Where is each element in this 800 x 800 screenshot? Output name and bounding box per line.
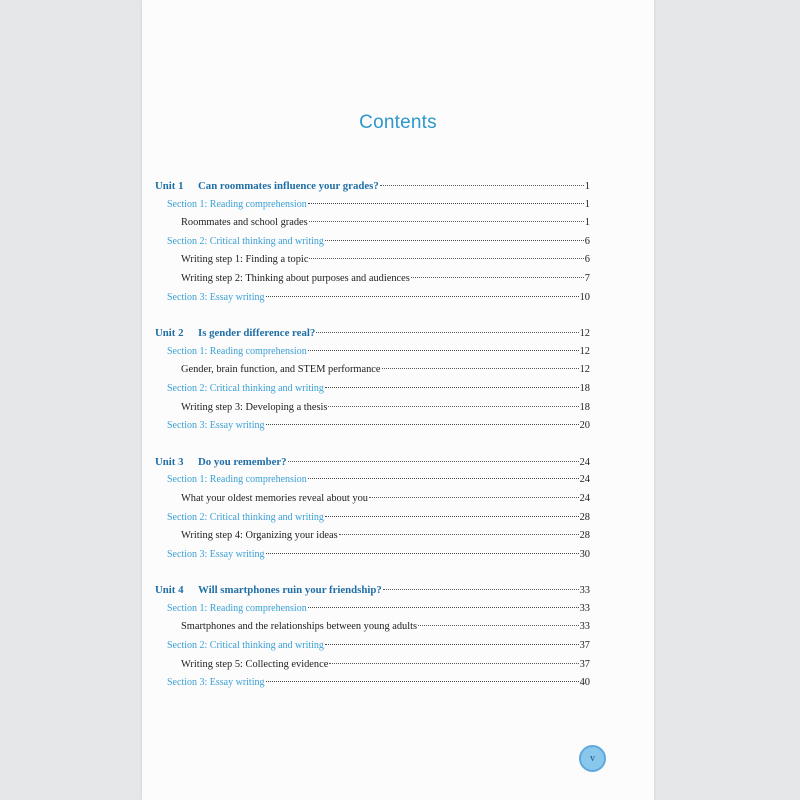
page-number-badge: v [579, 745, 606, 772]
toc-item-entry[interactable] [155, 618, 590, 637]
entry-label: Writing step 2: Thinking about purposes and audiences [181, 272, 410, 284]
dot-leader [316, 332, 578, 333]
toc-section-entry[interactable] [155, 196, 590, 215]
toc-section-entry[interactable] [155, 343, 590, 362]
unit-page-number: 12 [579, 328, 590, 340]
dot-leader [288, 461, 579, 462]
entry-label: Section 3: Essay writing [167, 420, 265, 432]
unit-number: Unit 2 [155, 327, 184, 340]
entry-label: What your oldest memories reveal about you [181, 492, 368, 504]
dot-leader [329, 663, 578, 664]
entry-page-number: 18 [579, 382, 590, 394]
page-title: Contents [359, 112, 437, 133]
toc-section-entry[interactable] [155, 380, 590, 399]
dot-leader [325, 644, 579, 645]
dot-leader [309, 258, 583, 259]
entry-label: Section 1: Reading comprehension [167, 198, 307, 210]
unit-page-number: 33 [579, 585, 590, 597]
entry-label: Writing step 1: Finding a topic [181, 254, 309, 266]
dot-leader [369, 497, 579, 498]
dot-leader [266, 553, 579, 554]
toc-section-entry[interactable] [155, 600, 590, 619]
entry-label: Writing step 4: Organizing your ideas [181, 530, 338, 542]
unit-heading [155, 453, 287, 472]
unit-number: Unit 1 [155, 180, 184, 192]
entry-label: Writing step 5: Collecting evidence [181, 658, 329, 670]
dot-leader [382, 368, 579, 369]
unit-title: Can roommates influence your grades? [198, 180, 379, 192]
toc-section-entry[interactable] [155, 546, 590, 565]
dot-leader [266, 424, 579, 425]
unit-heading [155, 324, 315, 343]
book-page [142, 0, 654, 800]
entry-page-number: 37 [579, 658, 590, 670]
toc-section-entry[interactable] [155, 233, 590, 252]
entry-page-number: 6 [584, 235, 590, 247]
toc-item-entry[interactable] [155, 270, 590, 289]
entry-page-number: 12 [579, 364, 590, 376]
table-of-contents [155, 177, 590, 710]
entry-page-number: 24 [579, 492, 590, 504]
entry-label: Section 1: Reading comprehension [167, 345, 307, 357]
entry-label: Section 2: Critical thinking and writing [167, 382, 324, 394]
toc-section-entry[interactable] [155, 674, 590, 693]
entry-label: Section 3: Essay writing [167, 677, 265, 689]
entry-page-number: 28 [579, 530, 590, 542]
unit-1-heading-link[interactable] [155, 177, 590, 196]
unit-number: Unit 3 [155, 455, 184, 468]
dot-leader [325, 240, 584, 241]
dot-leader [380, 185, 584, 186]
entry-label: Section 2: Critical thinking and writing [167, 235, 324, 247]
dot-leader [418, 625, 579, 626]
dot-leader [308, 203, 584, 204]
dot-leader [266, 296, 579, 297]
entry-page-number: 40 [579, 677, 590, 689]
entry-page-number: 18 [579, 401, 590, 413]
entry-label: Section 1: Reading comprehension [167, 474, 307, 486]
unit-number: Unit 4 [155, 584, 184, 597]
entry-label: Roommates and school grades [181, 217, 308, 229]
entry-page-number: 7 [584, 272, 590, 284]
entry-page-number: 1 [584, 217, 590, 229]
dot-leader [308, 478, 579, 479]
unit-3-heading-link[interactable] [155, 453, 590, 472]
toc-item-entry[interactable] [155, 527, 590, 546]
entry-page-number: 28 [579, 511, 590, 523]
entry-page-number: 33 [579, 621, 590, 633]
toc-item-entry[interactable] [155, 214, 590, 233]
dot-leader [308, 607, 579, 608]
entry-page-number: 1 [584, 198, 590, 210]
unit-heading [155, 177, 379, 196]
toc-unit-1 [155, 177, 590, 307]
entry-label: Section 2: Critical thinking and writing [167, 511, 324, 523]
toc-item-entry[interactable] [155, 656, 590, 675]
entry-label: Gender, brain function, and STEM performance [181, 364, 381, 376]
entry-page-number: 10 [579, 291, 590, 303]
toc-section-entry[interactable] [155, 637, 590, 656]
dot-leader [383, 589, 579, 590]
toc-unit-4 [155, 581, 590, 693]
dot-leader [308, 350, 579, 351]
dot-leader [266, 681, 579, 682]
dot-leader [309, 221, 584, 222]
toc-item-entry[interactable] [155, 490, 590, 509]
entry-page-number: 30 [579, 548, 590, 560]
toc-section-entry[interactable] [155, 471, 590, 490]
toc-section-entry[interactable] [155, 417, 590, 436]
unit-title: Is gender difference real? [198, 327, 316, 340]
unit-2-heading-link[interactable] [155, 324, 590, 343]
unit-page-number: 1 [584, 181, 590, 192]
unit-title: Do you remember? [198, 455, 287, 468]
toc-item-entry[interactable] [155, 361, 590, 380]
toc-unit-3 [155, 453, 590, 565]
entry-page-number: 12 [579, 345, 590, 357]
entry-label: Section 3: Essay writing [167, 291, 265, 303]
entry-label: Section 2: Critical thinking and writing [167, 640, 324, 652]
entry-label: Writing step 3: Developing a thesis [181, 401, 328, 413]
toc-unit-2 [155, 324, 590, 436]
entry-page-number: 37 [579, 640, 590, 652]
unit-heading [155, 581, 382, 600]
entry-label: Smartphones and the relationships between young adults [181, 621, 418, 633]
toc-section-entry[interactable] [155, 509, 590, 528]
unit-page-number: 24 [579, 456, 590, 468]
toc-section-entry[interactable] [155, 289, 590, 308]
dot-leader [325, 516, 579, 517]
dot-leader [325, 387, 579, 388]
entry-page-number: 24 [579, 474, 590, 486]
entry-page-number: 20 [579, 420, 590, 432]
entry-page-number: 33 [579, 602, 590, 614]
toc-item-entry[interactable] [155, 251, 590, 270]
dot-leader [339, 534, 579, 535]
dot-leader [411, 277, 584, 278]
toc-item-entry[interactable] [155, 399, 590, 418]
entry-page-number: 6 [584, 254, 590, 266]
unit-4-heading-link[interactable] [155, 581, 590, 600]
entry-label: Section 1: Reading comprehension [167, 602, 307, 614]
entry-label: Section 3: Essay writing [167, 548, 265, 560]
dot-leader [328, 406, 578, 407]
unit-title: Will smartphones ruin your friendship? [198, 584, 382, 597]
